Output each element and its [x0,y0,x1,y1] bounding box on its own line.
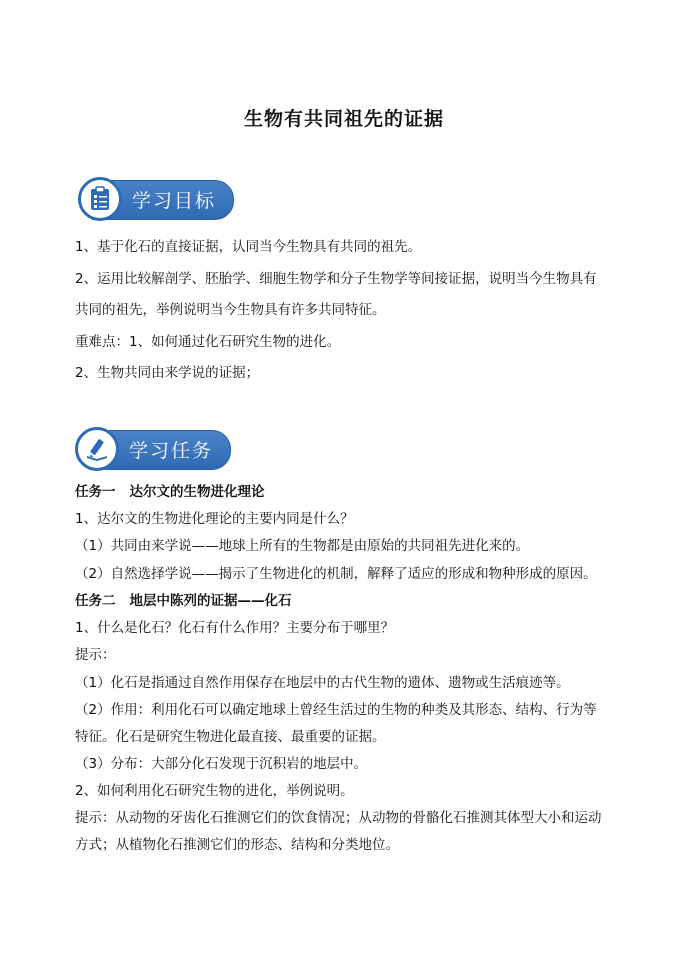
keypoint-line-1: 重难点：1、如何通过化石研究生物的进化。 [75,334,341,350]
clipboard-checklist-icon [78,177,122,221]
task2-line-5: 特征。化石是研究生物进化最直接、最重要的证据。 [75,729,386,745]
task2-line-3: （1）化石是指通过自然作用保存在地层中的古代生物的遗体、遗物或生活痕迹等。 [75,675,570,691]
task2-line-1: 1、什么是化石？化石有什么作用？主要分布于哪里？ [75,620,395,636]
task2-title: 地层中陈列的证据——化石 [129,593,292,609]
objective-line-3: 共同的祖先，举例说明当今生物具有许多共同特征。 [75,302,386,318]
objective-line-2: 2、运用比较解剖学、胚胎学、细胞生物学和分子生物学等间接证据，说明当今生物具有 [75,271,597,287]
task1-heading [75,483,265,501]
badge-label: 学习任务 [129,440,214,462]
badge-label: 学习目标 [132,190,217,212]
task1-line-1: 1、达尔文的生物进化理论的主要内同是什么？ [75,511,354,527]
pencil-book-icon [75,427,119,471]
task1-line-3: （2）自然选择学说——揭示了生物进化的机制，解释了适应的形成和物种形成的原因。 [75,566,597,582]
task1-title: 达尔文的生物进化理论 [129,484,265,500]
task2-line-8: 提示：从动物的牙齿化石推测它们的饮食情况；从动物的骨骼化石推测其体型大小和运动 [75,810,602,826]
page-title: 生物有共同祖先的证据 [243,108,444,130]
task2-line-4: （2）作用：利用化石可以确定地球上曾经生活过的生物的种类及其形态、结构、行为等 [75,702,597,718]
section-badge-tasks [75,427,231,471]
task1-line-2: （1）共同由来学说——地球上所有的生物都是由原始的共同祖先进化来的。 [75,538,530,554]
objective-line-1: 1、基于化石的直接证据，认同当今生物具有共同的祖先。 [75,239,422,255]
section-badge-objectives [78,177,234,221]
task2-line-7: 2、如何利用化石研究生物的进化，举例说明。 [75,783,354,799]
task2-heading [75,592,292,610]
task2-line-2: 提示： [75,647,116,663]
task2-line-9: 方式；从植物化石推测它们的形态、结构和分类地位。 [75,837,399,853]
keypoint-line-2: 2、生物共同由来学说的证据； [75,365,260,381]
task1-number: 任务一 [75,484,116,500]
task2-number: 任务二 [75,593,116,609]
task2-line-6: （3）分布：大部分化石发现于沉积岩的地层中。 [75,756,368,772]
